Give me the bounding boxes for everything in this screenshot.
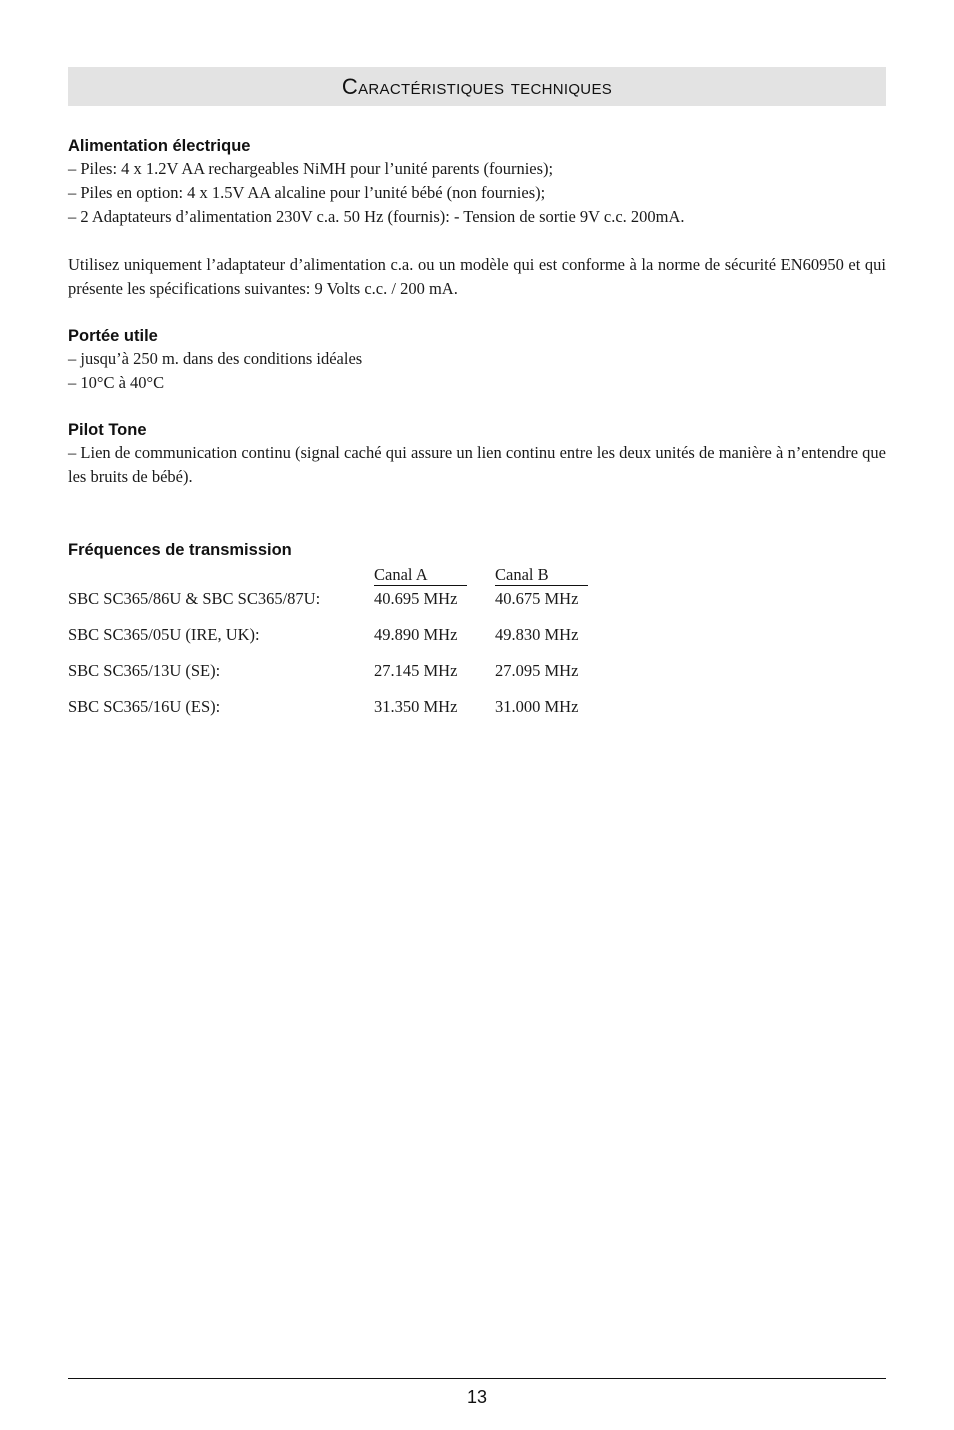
range-spec-line: – 10°C à 40°C bbox=[68, 373, 165, 392]
column-header-canal-a: Canal A bbox=[374, 565, 467, 586]
section-heading-range: Portée utile bbox=[68, 327, 158, 345]
model-cell: SBC SC365/13U (SE): bbox=[68, 661, 221, 680]
section-heading-frequencies: Fréquences de transmission bbox=[68, 541, 292, 559]
section-range bbox=[68, 325, 886, 395]
section-pilot-tone bbox=[68, 419, 886, 489]
model-cell: SBC SC365/05U (IRE, UK): bbox=[68, 625, 260, 644]
footer-divider bbox=[68, 1378, 886, 1379]
canal-a-cell: 40.695 MHz bbox=[374, 589, 458, 608]
model-cell: SBC SC365/16U (ES): bbox=[68, 697, 221, 716]
model-cell: SBC SC365/86U & SBC SC365/87U: bbox=[68, 589, 321, 608]
pilot-tone-description: – Lien de communication continu (signal caché qui assure un lien continu entre les deux unités de manière à n’entendre que les bruits de bébé). bbox=[68, 443, 886, 486]
table-row bbox=[68, 659, 595, 695]
canal-b-cell: 40.675 MHz bbox=[495, 589, 579, 608]
section-power-supply bbox=[68, 135, 886, 301]
column-header-canal-b: Canal B bbox=[495, 565, 588, 586]
page-title: Caractéristiques techniques bbox=[341, 74, 613, 99]
frequency-table-header bbox=[68, 563, 595, 587]
canal-b-cell: 49.830 MHz bbox=[495, 625, 579, 644]
canal-a-cell: 27.145 MHz bbox=[374, 661, 458, 680]
range-spec-line: – jusqu’à 250 m. dans des conditions idéales bbox=[68, 349, 363, 368]
canal-b-cell: 31.000 MHz bbox=[495, 697, 579, 716]
page-content bbox=[68, 135, 886, 731]
table-row bbox=[68, 695, 595, 731]
power-spec-line: – Piles en option: 4 x 1.5V AA alcaline pour l’unité bébé (non fournies); bbox=[68, 183, 546, 202]
power-spec-line: – Piles: 4 x 1.2V AA rechargeables NiMH pour l’unité parents (fournies); bbox=[68, 159, 554, 178]
canal-b-cell: 27.095 MHz bbox=[495, 661, 579, 680]
page-header-bar bbox=[68, 67, 886, 106]
power-spec-line: – 2 Adaptateurs d’alimentation 230V c.a. 50 Hz (fournis): - Tension de sortie 9V c.c. 200mA. bbox=[68, 207, 685, 226]
section-heading-power: Alimentation électrique bbox=[68, 137, 251, 155]
canal-a-cell: 31.350 MHz bbox=[374, 697, 458, 716]
power-adapter-note: Utilisez uniquement l’adaptateur d’alimentation c.a. ou un modèle qui est conforme à la norme de sécurité EN60950 et qui présente les spécifications suivantes: 9 Volts c.c. / 200 mA. bbox=[68, 255, 886, 298]
frequency-table bbox=[68, 563, 595, 731]
canal-a-cell: 49.890 MHz bbox=[374, 625, 458, 644]
table-row bbox=[68, 587, 595, 623]
table-row bbox=[68, 623, 595, 659]
page-number: 13 bbox=[466, 1387, 488, 1407]
section-frequencies bbox=[68, 539, 886, 731]
section-heading-pilot-tone: Pilot Tone bbox=[68, 421, 147, 439]
